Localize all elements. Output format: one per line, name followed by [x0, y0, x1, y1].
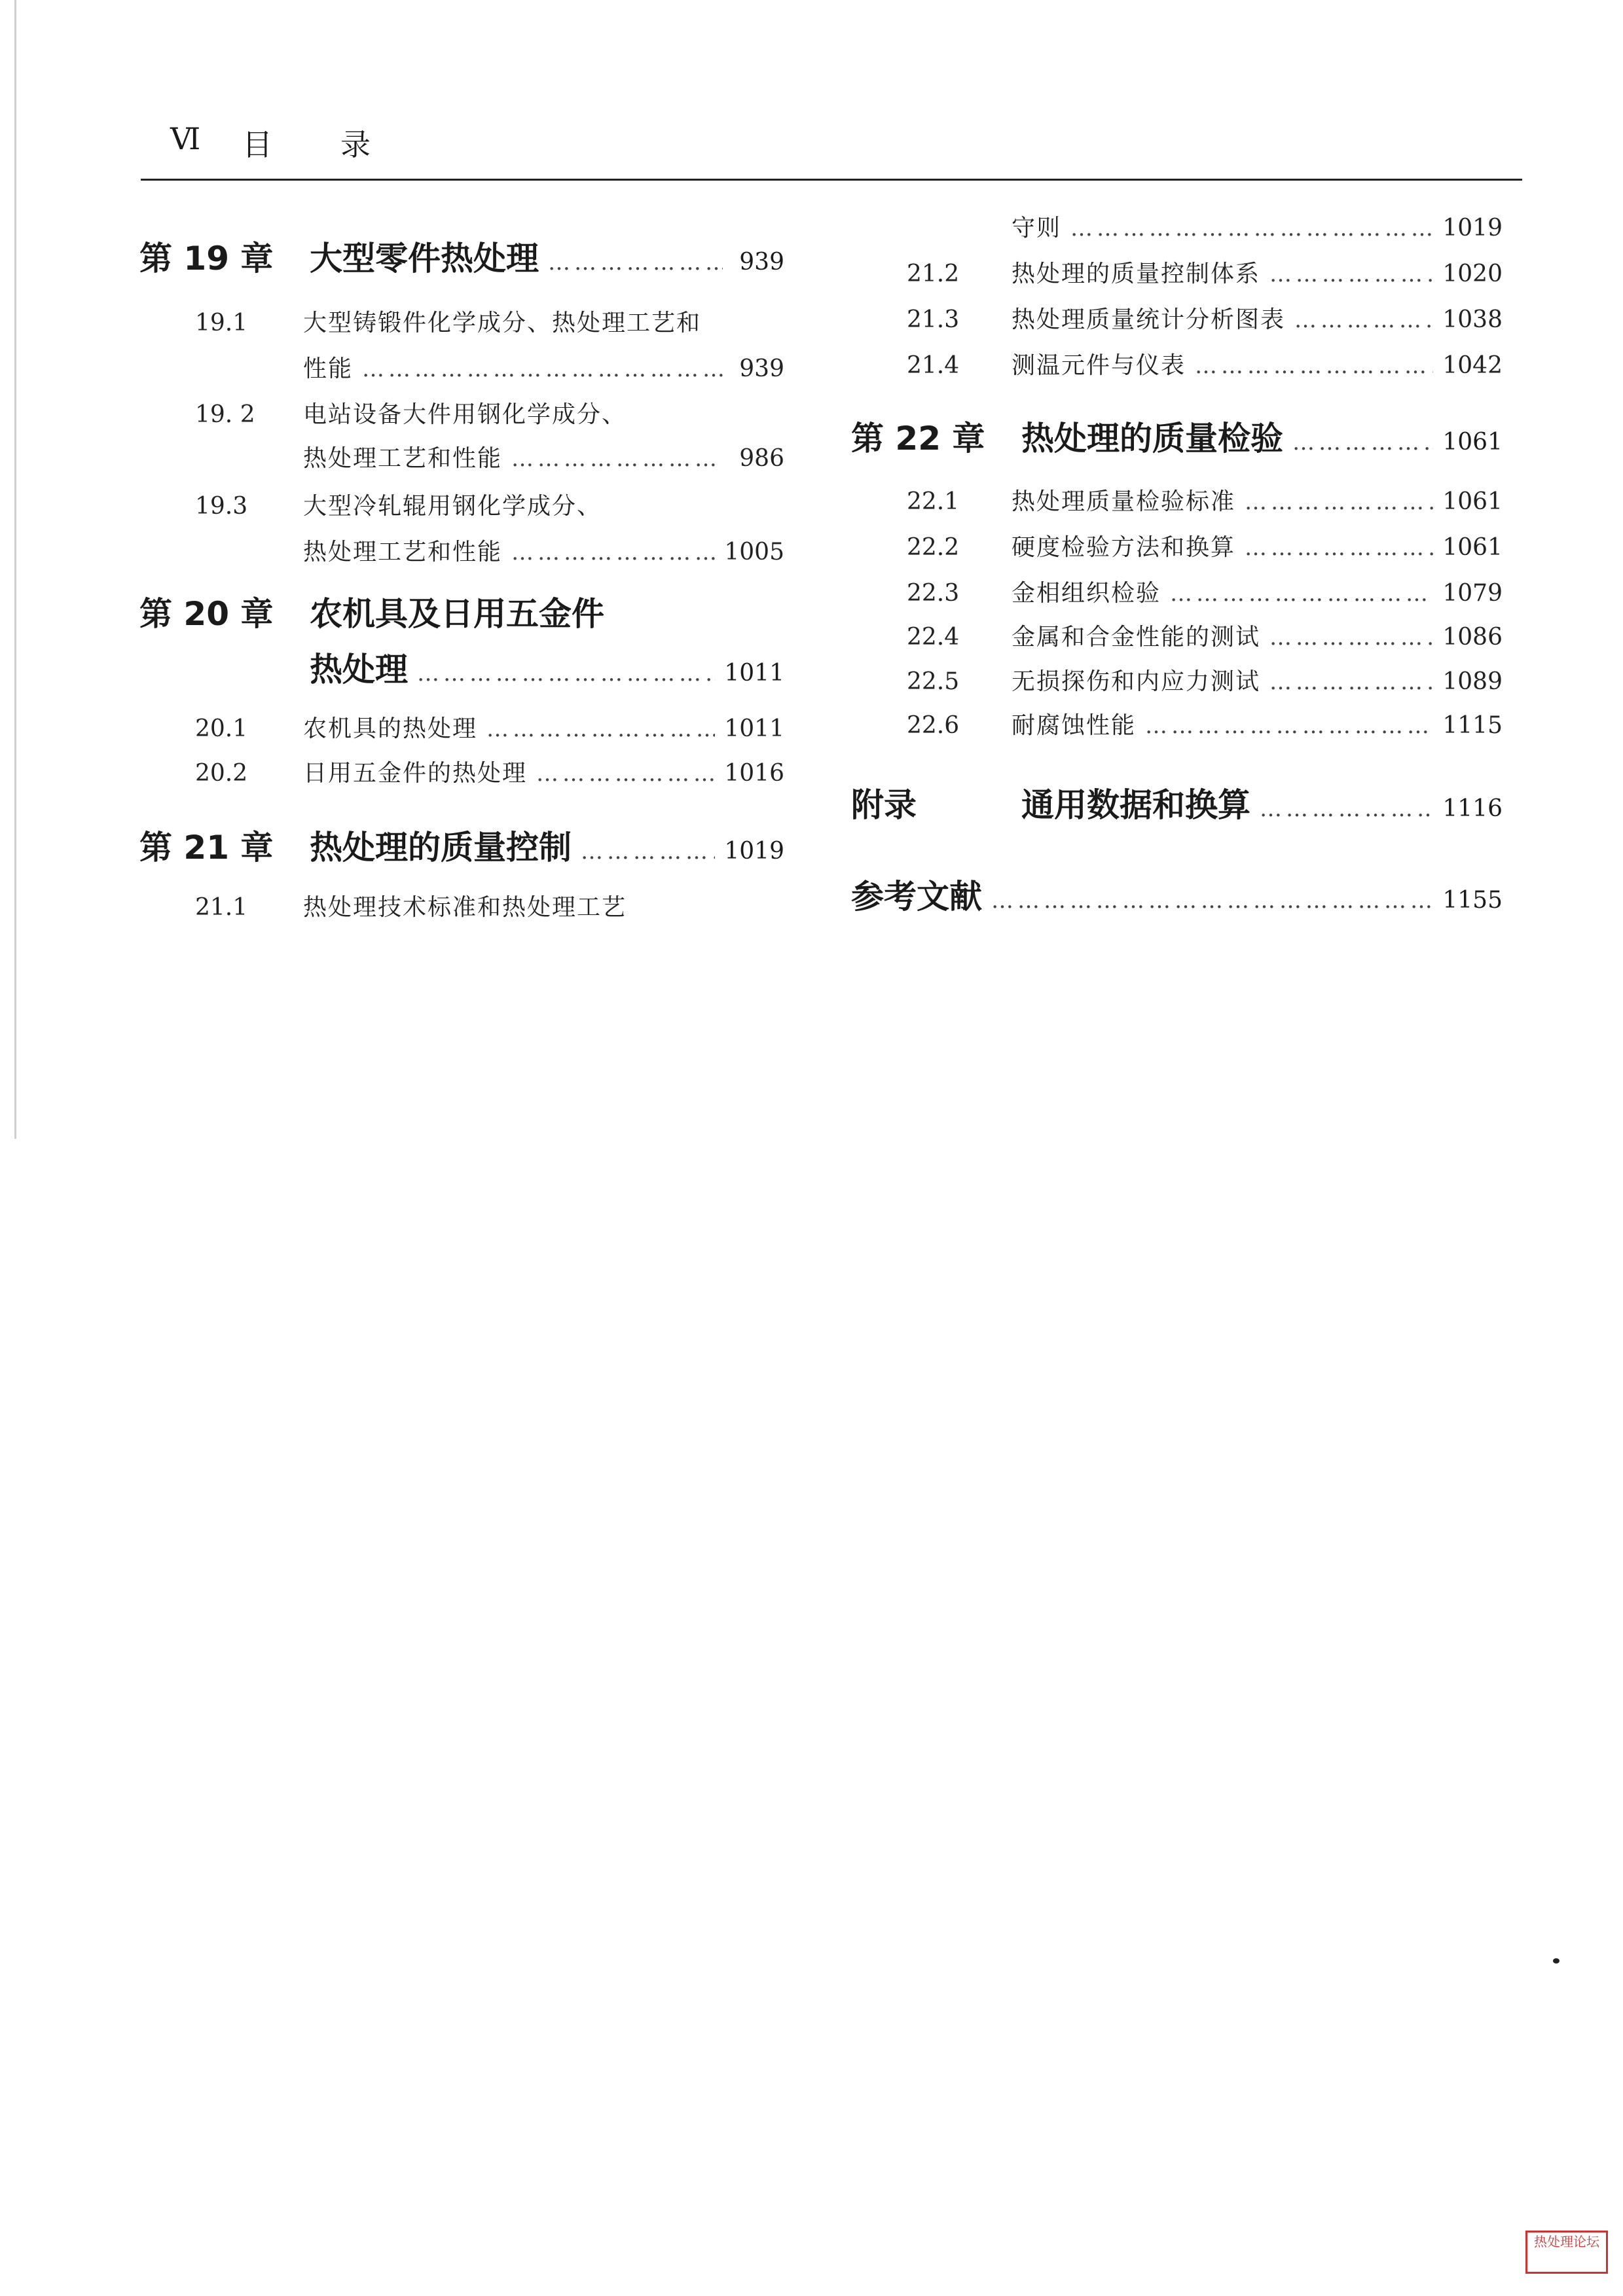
entry-title: 金相组织检验 — [1012, 580, 1161, 607]
dot-leader — [1170, 581, 1433, 607]
entry-page-number: 939 — [739, 249, 784, 276]
entry-title: 热处理质量统计分析图表 — [1012, 306, 1286, 333]
entry-title: 热处理质量检验标准 — [1012, 488, 1236, 515]
entry-number: 第 20 章 — [139, 595, 274, 633]
entry-number: 20.1 — [195, 715, 248, 742]
dot-leader — [1292, 429, 1433, 456]
toc-section-entry — [139, 889, 784, 922]
entry-page-number: 1086 — [1442, 624, 1503, 651]
toc-section-entry — [851, 209, 1503, 243]
toc-section-entry — [139, 488, 784, 521]
dot-leader — [991, 888, 1433, 914]
entry-number: 19. 2 — [195, 401, 255, 428]
entry-title: 日用五金件的热处理 — [303, 760, 528, 787]
entry-title: 测温元件与仪表 — [1012, 352, 1186, 379]
entry-title: 热处理工艺和性能 — [303, 539, 503, 565]
entry-number: 21.3 — [907, 306, 960, 333]
entry-page-number: 1079 — [1442, 580, 1503, 607]
entry-number: 21.4 — [907, 352, 960, 379]
dot-leader — [1269, 669, 1433, 695]
toc-section-entry — [851, 575, 1503, 608]
dot-leader — [1145, 713, 1433, 739]
dot-leader — [548, 249, 723, 276]
entry-number: 22.6 — [907, 712, 960, 739]
entry-title: 硬度检验方法和换算 — [1012, 534, 1236, 561]
entry-page-number: 1061 — [1442, 488, 1503, 515]
entry-page-number: 939 — [739, 355, 784, 382]
dot-leader — [1245, 489, 1433, 515]
dot-leader — [511, 446, 723, 472]
entry-title: 无损探伤和内应力测试 — [1012, 668, 1261, 695]
toc-section-entry — [851, 707, 1503, 740]
dot-leader — [581, 838, 715, 865]
dot-leader — [1269, 261, 1433, 287]
toc-section-entry — [851, 301, 1503, 334]
dot-leader — [1070, 215, 1433, 242]
dot-leader — [1195, 353, 1433, 379]
entry-number: 22.5 — [907, 668, 960, 695]
toc-chapter-entry — [139, 232, 784, 279]
dot-leader — [486, 716, 715, 742]
toc-section-entry — [139, 396, 784, 429]
dot-leader — [362, 356, 723, 382]
toc-section-entry — [851, 483, 1503, 516]
entry-title: 大型冷轧辊用钢化学成分、 — [303, 493, 602, 520]
toc-chapter-entry — [851, 870, 1503, 918]
toc-chapter-entry — [139, 588, 784, 635]
header-title-b: 录 — [340, 127, 371, 162]
toc-section-entry — [851, 663, 1503, 696]
toc-chapter-entry — [851, 412, 1503, 459]
entry-number: 22.1 — [907, 488, 960, 515]
entry-title: 热处理工艺和性能 — [303, 445, 503, 472]
watermark-stamp — [1525, 2231, 1608, 2274]
header-rule — [141, 179, 1522, 181]
dot-leader — [1260, 796, 1433, 822]
entry-number: 22.2 — [907, 534, 960, 561]
scan-mark — [1553, 1958, 1559, 1964]
entry-page-number: 1005 — [724, 539, 784, 565]
toc-section-entry — [139, 440, 784, 473]
toc-chapter-entry — [139, 643, 784, 691]
toc-section-entry — [139, 350, 784, 384]
toc-section-entry — [851, 347, 1503, 380]
entry-number: 第 22 章 — [851, 420, 985, 457]
entry-number: 第 21 章 — [139, 829, 274, 867]
toc-section-entry — [139, 755, 784, 788]
entry-title: 电站设备大件用钢化学成分、 — [303, 401, 627, 428]
entry-title: 大型零件热处理 — [310, 240, 539, 278]
entry-title: 农机具的热处理 — [303, 715, 478, 742]
dot-leader — [1294, 307, 1433, 333]
dot-leader — [1269, 624, 1433, 651]
entry-page-number: 1115 — [1442, 712, 1503, 739]
entry-number: 20.2 — [195, 760, 248, 787]
entry-title: 热处理的质量控制 — [310, 829, 572, 867]
entry-number: 19.3 — [195, 493, 248, 520]
entry-page-number: 1089 — [1442, 668, 1503, 695]
entry-number: 第 19 章 — [139, 240, 274, 278]
entry-page-number: 1019 — [1442, 215, 1503, 242]
toc-chapter-entry — [851, 779, 1503, 826]
entry-number: 附录 — [851, 786, 917, 824]
entry-title: 性能 — [303, 355, 354, 382]
entry-page-number: 1061 — [1442, 534, 1503, 561]
toc-section-entry — [851, 619, 1503, 652]
entry-page-number: 1155 — [1442, 887, 1503, 914]
entry-number: 参考文献 — [851, 878, 982, 916]
entry-number: 22.4 — [907, 624, 960, 651]
entry-page-number: 1011 — [724, 660, 784, 687]
header-page-number: Ⅵ — [170, 121, 201, 156]
entry-page-number: 1011 — [724, 715, 784, 742]
entry-page-number: 986 — [739, 445, 784, 472]
toc-section-entry — [139, 533, 784, 567]
dot-leader — [1245, 535, 1433, 561]
entry-page-number: 1020 — [1442, 260, 1503, 287]
entry-title: 热处理 — [310, 651, 408, 689]
entry-title: 热处理的质量检验 — [1021, 420, 1283, 457]
toc-section-entry — [139, 304, 784, 338]
header-title-a: 目 — [242, 127, 272, 162]
scan-edge — [14, 0, 16, 1139]
entry-page-number: 1016 — [724, 760, 784, 787]
dot-leader — [536, 761, 715, 787]
entry-title: 金属和合金性能的测试 — [1012, 624, 1261, 651]
entry-title: 热处理技术标准和热处理工艺 — [303, 894, 627, 921]
entry-number: 21.1 — [195, 894, 248, 921]
entry-number: 22.3 — [907, 580, 960, 607]
entry-title: 大型铸锻件化学成分、热处理工艺和 — [303, 310, 702, 336]
entry-page-number: 1042 — [1442, 352, 1503, 379]
entry-page-number: 1116 — [1442, 795, 1503, 822]
toc-section-entry — [139, 710, 784, 744]
dot-leader — [511, 539, 715, 565]
toc-section-entry — [851, 255, 1503, 289]
entry-title: 守则 — [1012, 215, 1062, 242]
entry-number: 19.1 — [195, 310, 248, 336]
toc-section-entry — [851, 529, 1503, 562]
stamp-text: 热处理论坛 — [1534, 2234, 1599, 2250]
entry-page-number: 1061 — [1442, 429, 1503, 456]
entry-title: 热处理的质量控制体系 — [1012, 260, 1261, 287]
toc-chapter-entry — [139, 821, 784, 869]
entry-title: 耐腐蚀性能 — [1012, 712, 1137, 739]
entry-page-number: 1038 — [1442, 306, 1503, 333]
entry-title: 通用数据和换算 — [1021, 786, 1250, 824]
entry-number: 21.2 — [907, 260, 960, 287]
dot-leader — [417, 660, 715, 687]
entry-page-number: 1019 — [724, 838, 784, 865]
entry-title: 农机具及日用五金件 — [310, 595, 604, 633]
